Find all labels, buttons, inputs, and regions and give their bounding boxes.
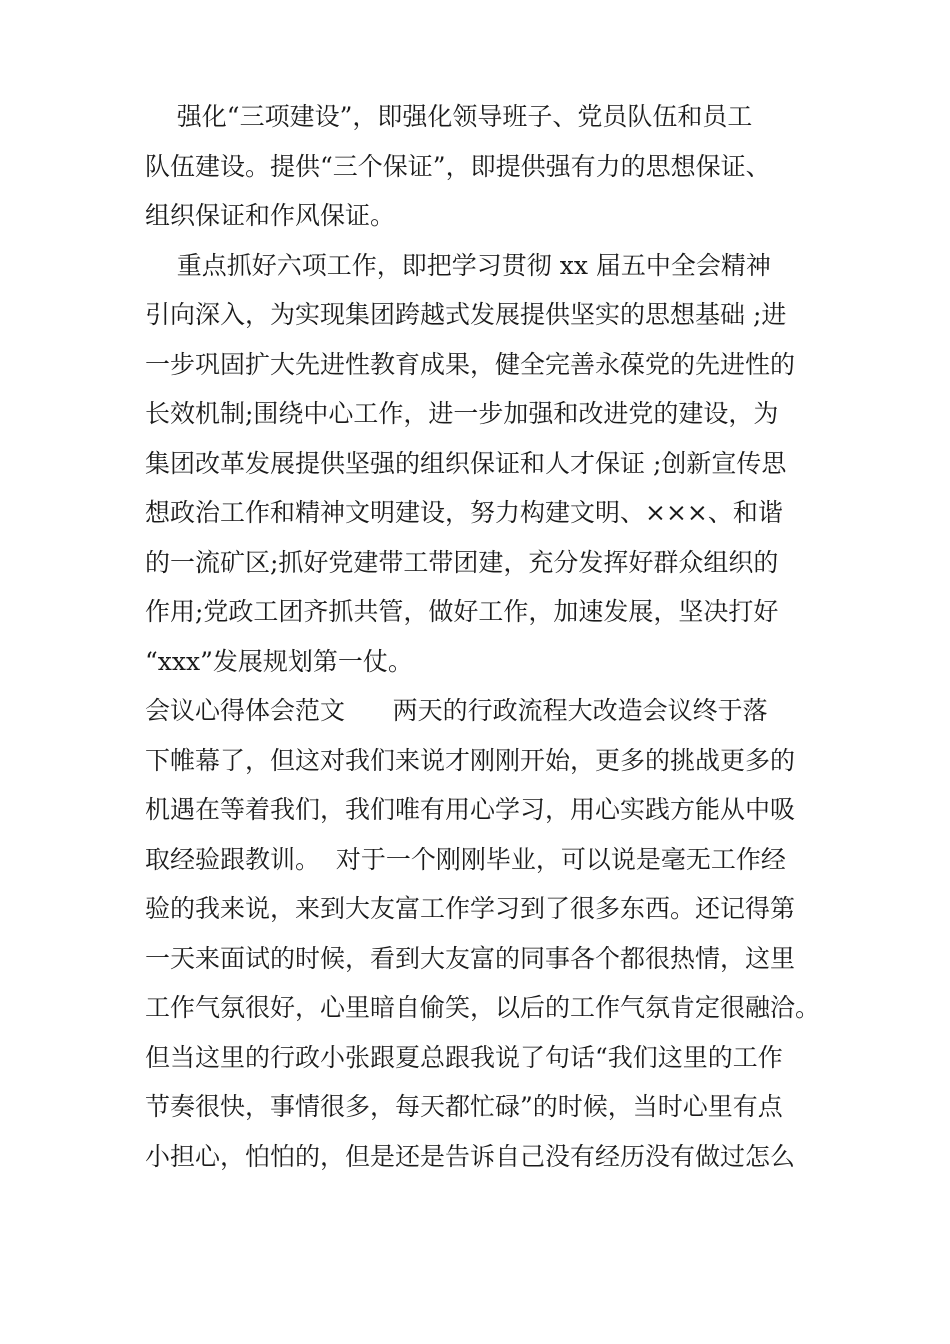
text-line: 但当这里的行政小张跟夏总跟我说了句话“我们这里的工作 (145, 1042, 783, 1072)
text-line: 验的我来说，来到大友富工作学习到了很多东西。还记得第 (145, 894, 796, 923)
text-line: 集团改革发展提供坚强的组织保证和人才保证 ;创新宣传思 (145, 448, 787, 478)
text-line: 机遇在等着我们，我们唯有用心学习，用心实践方能从中吸 (145, 795, 796, 824)
text-line: 组织保证和作风保证。 (145, 201, 396, 230)
text-line: 长效机制;围绕中心工作，进一步加强和改进党的建设，为 (145, 399, 779, 428)
text-line: 重点抓好六项工作，即把学习贯彻 xx 届五中全会精神 (145, 250, 771, 280)
text-line: 节奏很快，事情很多，每天都忙碌”的时候，当时心里有点 (145, 1092, 783, 1121)
text-line: 想政治工作和精神文明建设，努力构建文明、×××、和谐 (145, 498, 783, 527)
text-line: 引向深入，为实现集团跨越式发展提供坚实的思想基础 ;进 (145, 300, 787, 329)
text-line: 工作气氛很好，心里暗自偷笑，以后的工作气氛肯定很融洽。 (145, 993, 821, 1022)
text-line: 一天来面试的时候，看到大友富的同事各个都很热情，这里 (145, 943, 796, 973)
text-line: 的一流矿区;抓好党建带工带团建，充分发挥好群众组织的 (145, 547, 779, 577)
text-line: “xxx”发展规划第一仗。 (145, 646, 413, 676)
text-line: 取经验跟教训。 对于一个刚刚毕业，可以说是毫无工作经 (145, 844, 786, 874)
document-body (145, 92, 821, 1181)
text-line: 会议心得体会范文 两天的行政流程大改造会议终于落 (145, 696, 768, 725)
text-line: 作用;党政工团齐抓共管，做好工作，加速发展，坚决打好 (145, 597, 779, 626)
text-line: 强化“三项建设”，即强化领导班子、党员队伍和员工 (145, 102, 753, 131)
text-line: 一步巩固扩大先进性教育成果，健全完善永葆党的先进性的 (145, 349, 796, 379)
text-line: 小担心，怕怕的，但是还是告诉自己没有经历没有做过怎么 (145, 1141, 796, 1171)
text-line: 下帷幕了，但这对我们来说才刚刚开始，更多的挑战更多的 (145, 745, 796, 775)
text-line: 队伍建设。提供“三个保证”，即提供强有力的思想保证、 (145, 151, 771, 181)
